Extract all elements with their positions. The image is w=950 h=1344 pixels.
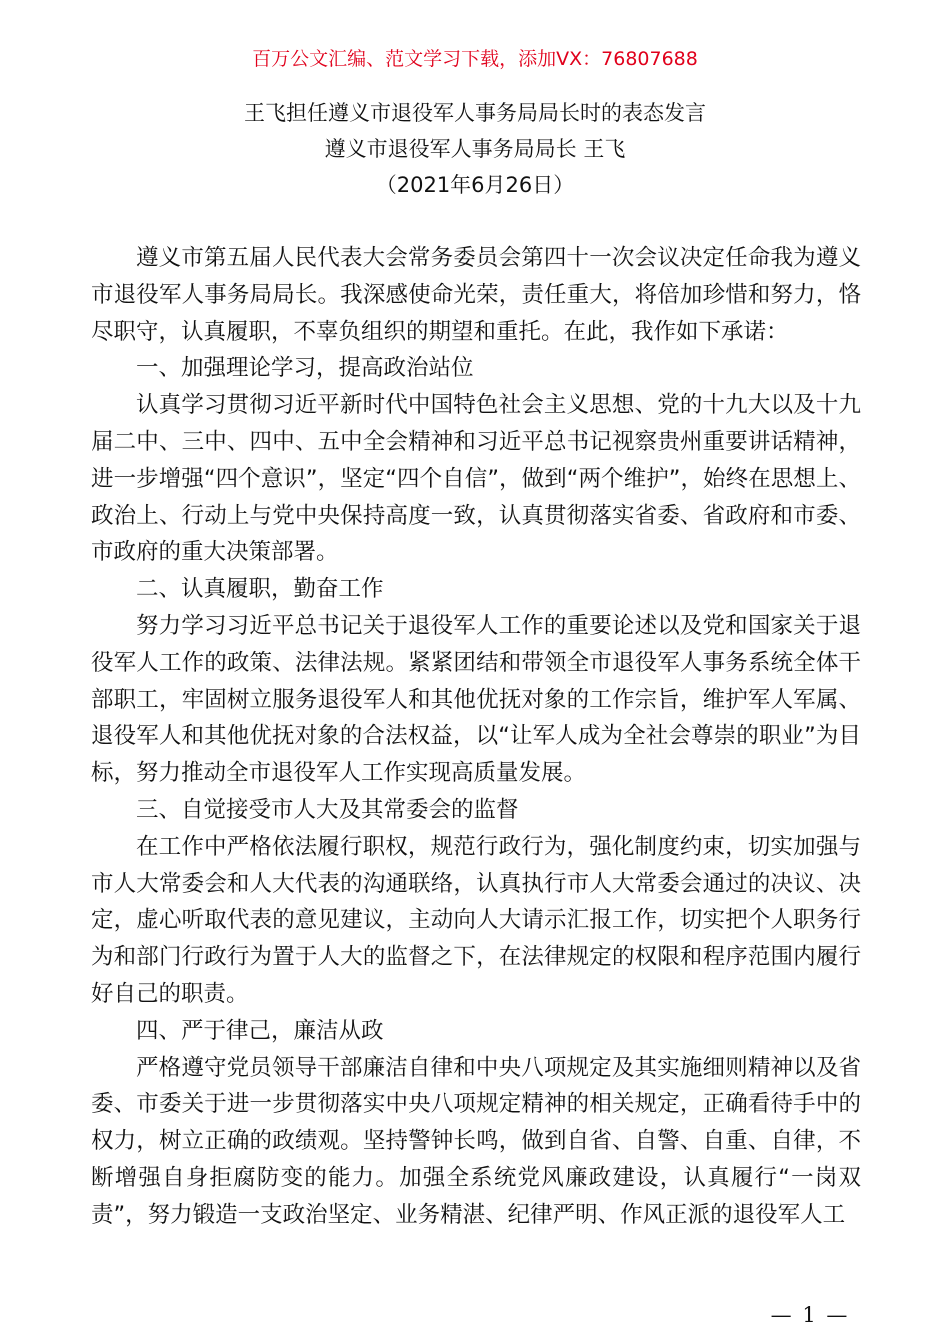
- section-paragraph-1: 认真学习贯彻习近平新时代中国特色社会主义思想、党的十九大以及十九届二中、三中、四中、五中全会精神和习近平总书记视察贵州重要讲话精神，进一步增强“四个意识”，坚定“四个自信”，做到“两个维护”，始终在思想上、政治上、行动上与党中央保持高度一致，认真贯彻落实省委、省政府和市委、市政府的重大决策部署。: [91, 392, 861, 566]
- document-title: 王飞担任遵义市退役军人事务局局长时的表态发言: [244, 101, 706, 125]
- section-paragraph-2: 努力学习习近平总书记关于退役军人工作的重要论述以及党和国家关于退役军人工作的政策、法律法规。紧紧团结和带领全市退役军人事务系统全体干部职工，牢固树立服务退役军人和其他优抚对象的工作宗旨，维护军人军属、退役军人和其他优抚对象的合法权益，以“让军人成为全社会尊崇的职业”为目标，努力推动全市退役军人工作实现高质量发展。: [91, 612, 861, 787]
- page-number: — 1 —: [770, 1303, 850, 1327]
- section-heading-3: 三、自觉接受市人大及其常委会的监督: [136, 796, 519, 823]
- section-heading-2: 二、认真履职，勤奋工作: [136, 576, 384, 603]
- document-date: （2021年6月26日）: [375, 173, 575, 197]
- section-heading-4: 四、严于律己，廉洁从政: [136, 1017, 384, 1044]
- section-paragraph-3: 在工作中严格依法履行职权，规范行政行为，强化制度约束，切实加强与市人大常委会和人大代表的沟通联络，认真执行市人大常委会通过的决议、决定，虚心听取代表的意见建议，主动向人大请示汇报工作，切实把个人职务行为和部门行政行为置于人大的监督之下，在法律规定的权限和程序范围内履行好自己的职责。: [91, 833, 861, 1007]
- section-paragraph-4: 严格遵守党员领导干部廉洁自律和中央八项规定及其实施细则精神以及省委、市委关于进一步贯彻落实中央八项规定精神的相关规定，正确看待手中的权力，树立正确的政绩观。坚持警钟长鸣，做到自省、自警、自重、自律，不断增强自身拒腐防变的能力。加强全系统党风廉政建设，认真履行“一岗双责”，努力锻造一支政治坚定、业务精湛、纪律严明、作风正派的退役军人工: [91, 1054, 861, 1228]
- document-author: 遵义市退役军人事务局局长 王飞: [324, 137, 626, 161]
- intro-paragraph: 遵义市第五届人民代表大会常务委员会第四十一次会议决定任命我为遵义市退役军人事务局局长。我深感使命光荣，责任重大，将倍加珍惜和努力，恪尽职守，认真履职，不辜负组织的期望和重托。在此，我作如下承诺：: [91, 245, 861, 345]
- watermark-banner: 百万公文汇编、范文学习下载，添加VX：76807688: [252, 48, 698, 70]
- document-body: [91, 240, 861, 1234]
- document-header: [0, 95, 950, 203]
- section-heading-1: 一、加强理论学习，提高政治站位: [136, 355, 474, 382]
